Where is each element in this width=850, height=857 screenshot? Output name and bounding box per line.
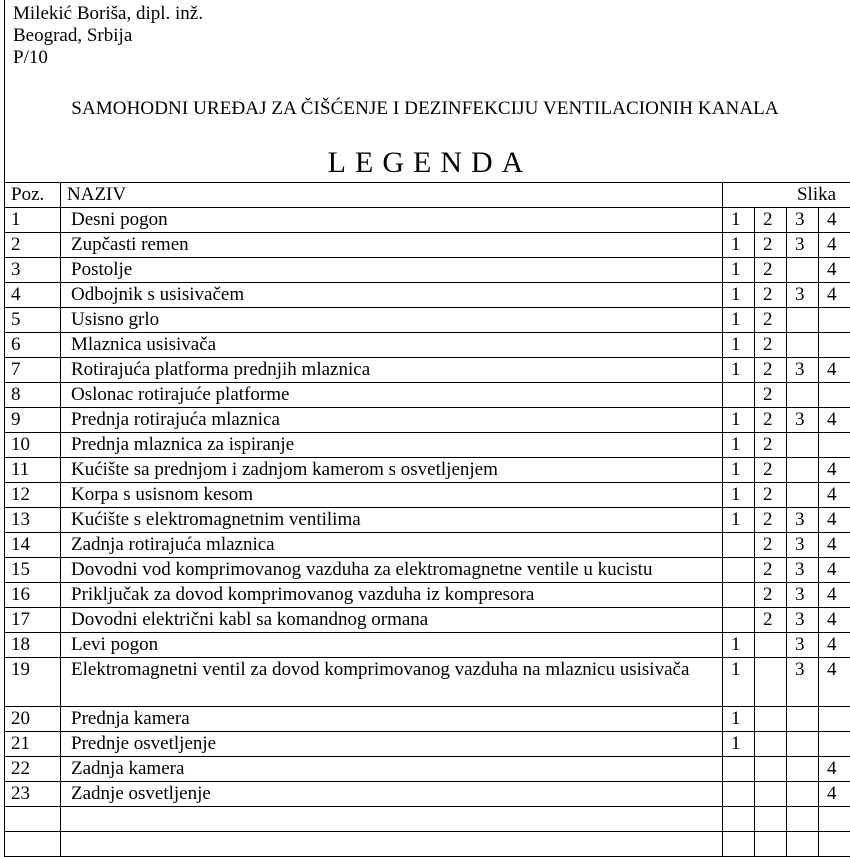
table-row [5, 608, 850, 633]
cell-naziv: Odbojnik s usisivačem [61, 283, 723, 308]
cell-slika-4 [819, 383, 850, 408]
cell-slika-3 [787, 757, 819, 782]
cell-naziv: Priključak za dovod komprimovanog vazduha iz kompresora [61, 583, 723, 608]
cell-poz: 17 [5, 608, 61, 633]
cell-poz: 9 [5, 408, 61, 433]
cell-slika-3: 3 [787, 508, 819, 533]
cell-slika-4 [819, 433, 850, 458]
document-title: SAMOHODNI UREĐAJ ZA ČIŠĆENJE I DEZINFEKCIJU VENTILACIONIH KANALA [0, 98, 850, 120]
cell-poz: 11 [5, 458, 61, 483]
table-row [5, 707, 850, 732]
table-row [5, 258, 850, 283]
cell-slika-2: 2 [755, 583, 787, 608]
cell-slika-3 [787, 732, 819, 757]
cell-naziv: Prednja mlaznica za ispiranje [61, 433, 723, 458]
cell-poz: 22 [5, 757, 61, 782]
cell-slika-4: 4 [819, 583, 850, 608]
cell-naziv: Dovodni električni kabl sa komandnog ormana [61, 608, 723, 633]
cell-slika-1: 1 [723, 308, 755, 333]
cell-naziv: Postolje [61, 258, 723, 283]
cell-poz: 12 [5, 483, 61, 508]
cell-naziv: Kućište s elektromagnetnim ventilima [61, 508, 723, 533]
cell-poz: 4 [5, 283, 61, 308]
cell-slika-1: 1 [723, 283, 755, 308]
cell-slika-4 [819, 333, 850, 358]
cell-slika-2: 2 [755, 258, 787, 283]
cell-naziv: Usisno grlo [61, 308, 723, 333]
cell-poz: 2 [5, 233, 61, 258]
cell-slika-2: 2 [755, 608, 787, 633]
cell-slika-2: 2 [755, 408, 787, 433]
cell-poz: 10 [5, 433, 61, 458]
cell-naziv: Zupčasti remen [61, 233, 723, 258]
cell-poz [5, 832, 61, 857]
cell-slika-4: 4 [819, 533, 850, 558]
cell-slika-3: 3 [787, 233, 819, 258]
cell-slika-1 [723, 383, 755, 408]
cell-slika-2: 2 [755, 383, 787, 408]
cell-slika-2: 2 [755, 483, 787, 508]
cell-slika-2: 2 [755, 283, 787, 308]
table-row [5, 732, 850, 757]
cell-naziv: Korpa s usisnom kesom [61, 483, 723, 508]
cell-slika-2 [755, 782, 787, 807]
cell-naziv: Prednje osvetljenje [61, 732, 723, 757]
cell-naziv: Kućište sa prednjom i zadnjom kamerom s osvetljenjem [61, 458, 723, 483]
table-row [5, 208, 850, 233]
cell-slika-2: 2 [755, 333, 787, 358]
cell-slika-2: 2 [755, 308, 787, 333]
cell-slika-1: 1 [723, 707, 755, 732]
cell-slika-3: 3 [787, 658, 819, 707]
cell-naziv: Zadnja rotirajuća mlaznica [61, 533, 723, 558]
cell-slika-3: 3 [787, 583, 819, 608]
cell-slika-3: 3 [787, 533, 819, 558]
header-naziv: NAZIV [61, 183, 723, 208]
cell-poz: 7 [5, 358, 61, 383]
cell-poz: 20 [5, 707, 61, 732]
cell-slika-3 [787, 807, 819, 832]
cell-slika-1: 1 [723, 658, 755, 707]
cell-naziv: Desni pogon [61, 208, 723, 233]
cell-slika-2: 2 [755, 508, 787, 533]
cell-slika-1 [723, 807, 755, 832]
cell-slika-1: 1 [723, 433, 755, 458]
table-row [5, 408, 850, 433]
cell-naziv: Levi pogon [61, 633, 723, 658]
table-row [5, 508, 850, 533]
cell-slika-3: 3 [787, 558, 819, 583]
cell-slika-4: 4 [819, 483, 850, 508]
cell-slika-4 [819, 732, 850, 757]
cell-slika-3: 3 [787, 408, 819, 433]
author-block [13, 3, 203, 69]
cell-slika-3 [787, 433, 819, 458]
cell-slika-4: 4 [819, 782, 850, 807]
cell-slika-3 [787, 458, 819, 483]
cell-slika-4: 4 [819, 757, 850, 782]
cell-slika-4 [819, 707, 850, 732]
cell-slika-4 [819, 308, 850, 333]
cell-naziv: Dovodni vod komprimovanog vazduha za elektromagnetne ventile u kucistu [61, 558, 723, 583]
cell-slika-1: 1 [723, 458, 755, 483]
cell-poz: 18 [5, 633, 61, 658]
cell-slika-1: 1 [723, 483, 755, 508]
cell-poz: 5 [5, 308, 61, 333]
cell-slika-2: 2 [755, 433, 787, 458]
cell-poz: 1 [5, 208, 61, 233]
cell-slika-2 [755, 732, 787, 757]
cell-poz: 6 [5, 333, 61, 358]
cell-slika-1: 1 [723, 508, 755, 533]
cell-naziv: Rotirajuća platforma prednjih mlaznica [61, 358, 723, 383]
cell-naziv [61, 832, 723, 857]
cell-poz: 16 [5, 583, 61, 608]
cell-slika-4: 4 [819, 458, 850, 483]
header-slika: Slika [723, 183, 850, 208]
cell-slika-1 [723, 757, 755, 782]
table-row [5, 358, 850, 383]
cell-poz: 19 [5, 658, 61, 707]
cell-slika-3 [787, 258, 819, 283]
cell-slika-1 [723, 782, 755, 807]
author-location: Beograd, Srbija [13, 25, 203, 47]
table-row [5, 533, 850, 558]
cell-slika-4: 4 [819, 608, 850, 633]
cell-slika-3: 3 [787, 608, 819, 633]
cell-slika-4: 4 [819, 558, 850, 583]
table-row [5, 333, 850, 358]
table-row [5, 583, 850, 608]
table-row [5, 807, 850, 832]
cell-poz: 3 [5, 258, 61, 283]
table-header-row [5, 183, 850, 208]
cell-slika-4 [819, 832, 850, 857]
cell-slika-4: 4 [819, 283, 850, 308]
cell-slika-2 [755, 658, 787, 707]
table-row [5, 308, 850, 333]
cell-slika-1 [723, 583, 755, 608]
author-name: Milekić Boriša, dipl. inž. [13, 3, 203, 25]
table-row [5, 483, 850, 508]
cell-naziv: Elektromagnetni ventil za dovod komprimovanog vazduha na mlaznicu usisivača [61, 658, 723, 707]
cell-slika-4 [819, 807, 850, 832]
cell-slika-1: 1 [723, 408, 755, 433]
cell-naziv: Prednja kamera [61, 707, 723, 732]
cell-slika-1 [723, 558, 755, 583]
table-row [5, 233, 850, 258]
document-reference: P/10 [13, 47, 203, 69]
cell-slika-2: 2 [755, 533, 787, 558]
table-row [5, 757, 850, 782]
cell-naziv: Zadnje osvetljenje [61, 782, 723, 807]
cell-poz: 21 [5, 732, 61, 757]
cell-slika-4: 4 [819, 658, 850, 707]
cell-slika-2: 2 [755, 358, 787, 383]
cell-poz: 13 [5, 508, 61, 533]
cell-poz: 14 [5, 533, 61, 558]
cell-slika-4: 4 [819, 408, 850, 433]
cell-slika-2 [755, 633, 787, 658]
table-row [5, 633, 850, 658]
table-row [5, 782, 850, 807]
cell-slika-4: 4 [819, 258, 850, 283]
cell-slika-2: 2 [755, 458, 787, 483]
cell-naziv: Zadnja kamera [61, 757, 723, 782]
table-row [5, 433, 850, 458]
cell-slika-2: 2 [755, 558, 787, 583]
cell-slika-2 [755, 807, 787, 832]
cell-slika-1: 1 [723, 233, 755, 258]
cell-slika-2: 2 [755, 233, 787, 258]
cell-slika-1 [723, 608, 755, 633]
cell-slika-4: 4 [819, 633, 850, 658]
legend-heading: LEGENDA [0, 146, 850, 180]
cell-slika-3: 3 [787, 208, 819, 233]
cell-poz: 23 [5, 782, 61, 807]
cell-slika-1 [723, 832, 755, 857]
cell-poz: 8 [5, 383, 61, 408]
cell-slika-1: 1 [723, 333, 755, 358]
cell-slika-3: 3 [787, 633, 819, 658]
cell-slika-3 [787, 707, 819, 732]
cell-slika-2 [755, 707, 787, 732]
cell-slika-3 [787, 333, 819, 358]
cell-slika-3 [787, 782, 819, 807]
cell-slika-2 [755, 757, 787, 782]
table-row [5, 658, 850, 707]
cell-slika-4: 4 [819, 358, 850, 383]
cell-slika-1: 1 [723, 358, 755, 383]
cell-naziv: Prednja rotirajuća mlaznica [61, 408, 723, 433]
cell-slika-1: 1 [723, 732, 755, 757]
cell-slika-4: 4 [819, 508, 850, 533]
table-row [5, 558, 850, 583]
cell-slika-2 [755, 832, 787, 857]
cell-poz [5, 807, 61, 832]
cell-slika-1: 1 [723, 633, 755, 658]
cell-slika-4: 4 [819, 233, 850, 258]
cell-slika-4: 4 [819, 208, 850, 233]
legend-table [4, 182, 850, 857]
cell-slika-3 [787, 308, 819, 333]
table-row [5, 383, 850, 408]
cell-naziv [61, 807, 723, 832]
cell-naziv: Mlaznica usisivača [61, 333, 723, 358]
header-poz: Poz. [5, 183, 61, 208]
table-row [5, 283, 850, 308]
cell-slika-1: 1 [723, 258, 755, 283]
cell-slika-3: 3 [787, 283, 819, 308]
cell-slika-2: 2 [755, 208, 787, 233]
cell-slika-1 [723, 533, 755, 558]
cell-poz: 15 [5, 558, 61, 583]
table-row [5, 458, 850, 483]
cell-naziv: Oslonac rotirajuće platforme [61, 383, 723, 408]
cell-slika-3 [787, 483, 819, 508]
cell-slika-3 [787, 383, 819, 408]
cell-slika-3 [787, 832, 819, 857]
table-row [5, 832, 850, 857]
cell-slika-3: 3 [787, 358, 819, 383]
cell-slika-1: 1 [723, 208, 755, 233]
